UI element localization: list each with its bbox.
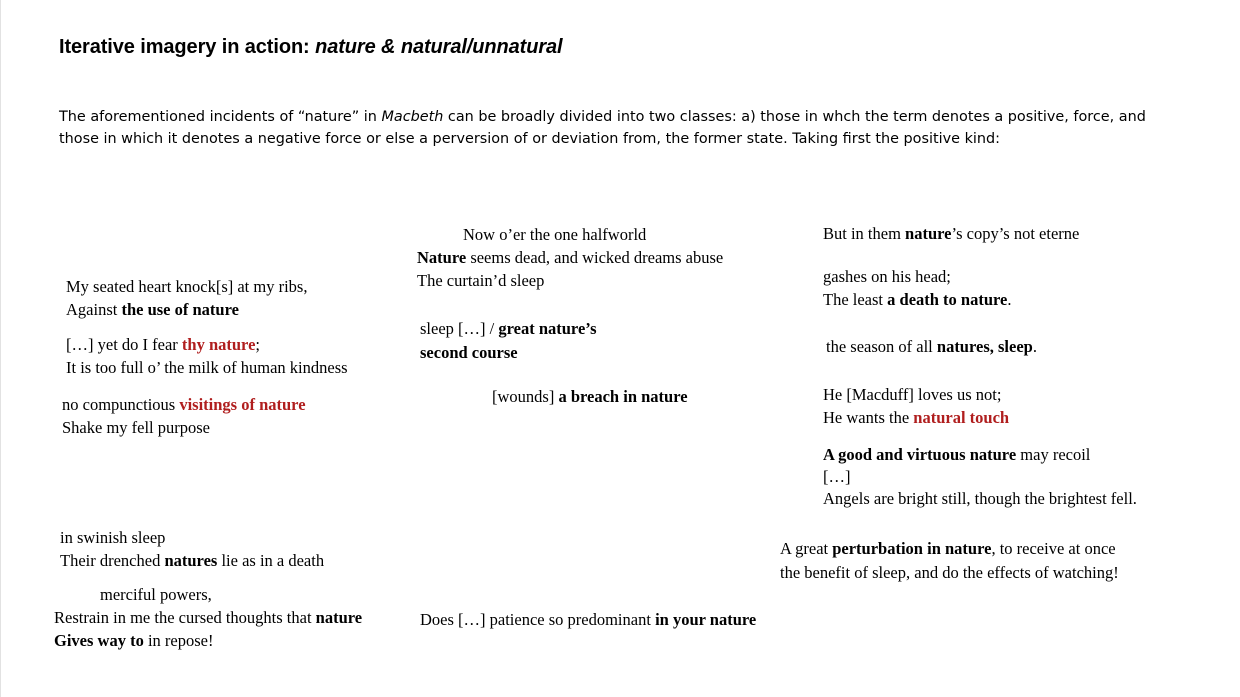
quote-gashes [823, 265, 1012, 311]
quote-emphasis: Gives way to [54, 631, 144, 650]
quote-line [780, 537, 1119, 561]
quote-season-of-natures [826, 335, 1037, 358]
quote-highlight: visitings of nature [179, 395, 306, 414]
quote-line: My seated heart knock[s] at my ribs, [66, 277, 308, 296]
quote-text: seems dead, and wicked dreams abuse [466, 248, 724, 267]
quote-line [66, 333, 348, 356]
quote-patience [420, 608, 756, 631]
quote-text: [wounds] [492, 387, 559, 406]
quote-line: merciful powers, [100, 585, 212, 604]
quote-highlight: natural touch [913, 408, 1010, 427]
quote-text: Against [66, 300, 122, 319]
quote-line [823, 222, 1079, 245]
quote-emphasis: natures [164, 551, 218, 570]
quote-line [54, 629, 362, 652]
quote-line: Angels are bright still, though the brightest fell. [823, 489, 1137, 508]
quote-line [66, 298, 307, 321]
quote-emphasis: A good and virtuous nature [823, 445, 1017, 464]
quote-line [826, 335, 1037, 358]
quote-text: in repose! [143, 631, 214, 650]
quote-text: , to receive at once [991, 539, 1116, 558]
quote-line [420, 317, 597, 341]
quote-emphasis: nature [315, 608, 363, 627]
quote-line [420, 608, 756, 631]
quote-text: may recoil [1016, 445, 1091, 464]
intro-part1: The aforementioned incidents of “nature” in [59, 109, 382, 125]
intro-play-title: Macbeth [381, 109, 444, 125]
quote-natural-touch [823, 383, 1009, 429]
quote-line [60, 549, 324, 572]
quote-text: . [1032, 337, 1037, 356]
intro-part2: can be broadly divided into two classes: a) those in whch the term denotes a positive, force, and those in which it denotes a negative force or else a perversion of or deviation from, the former state. Taking first the positive kind: [59, 109, 1146, 147]
quote-line [823, 288, 1012, 311]
quote-halfworld [417, 223, 723, 292]
title-italic: nature & natural/unnatural [315, 36, 563, 58]
quote-text: ’s copy’s not eterne [951, 224, 1080, 243]
quote-text: . [1007, 290, 1012, 309]
quote-line: the benefit of sleep, and do the effects of watching! [780, 563, 1119, 582]
quote-great-natures-second-course [420, 317, 597, 365]
quote-swinish-sleep [60, 526, 324, 572]
quote-text: […] yet do I fear [66, 335, 182, 354]
quote-text: lie as in a death [217, 551, 325, 570]
quote-natures-copy [823, 222, 1079, 245]
quote-text: ; [255, 335, 260, 354]
quote-line [54, 606, 362, 629]
quote-breach-in-nature [492, 385, 688, 408]
quote-emphasis: nature [905, 224, 952, 243]
quote-compunctious [62, 393, 306, 439]
quote-merciful-powers [54, 583, 362, 652]
quote-text: Does […] patience so predominant [420, 610, 656, 629]
quote-emphasis: Nature [417, 248, 467, 267]
quote-line: He [Macduff] loves us not; [823, 385, 1002, 404]
quote-perturbation [780, 537, 1119, 585]
quote-line: second course [420, 343, 518, 362]
slide-title [59, 36, 563, 59]
quote-line [823, 406, 1009, 429]
intro-paragraph [59, 106, 1189, 150]
quote-emphasis: natures, sleep [936, 337, 1033, 356]
quote-text: sleep […] / [420, 319, 499, 338]
quote-text: Restrain in me the cursed thoughts that [54, 608, 316, 627]
quote-line: The curtain’d sleep [417, 271, 545, 290]
quote-text: The least [823, 290, 888, 309]
quote-text: A great [780, 539, 833, 558]
quote-text: He wants the [823, 408, 914, 427]
quote-line [62, 393, 306, 416]
quote-text: But in them [823, 224, 906, 243]
quote-emphasis: in your nature [655, 610, 757, 629]
quote-text: the season of all [826, 337, 937, 356]
quote-emphasis: great nature’s [498, 319, 597, 338]
quote-highlight: thy nature [181, 335, 256, 354]
quote-line: […] [823, 467, 851, 486]
quote-line: in swinish sleep [60, 528, 166, 547]
quote-line [823, 444, 1137, 466]
quote-line: gashes on his head; [823, 267, 951, 286]
quote-line: Shake my fell purpose [62, 418, 211, 437]
title-lead: Iterative imagery in action: [59, 36, 316, 58]
quote-line: It is too full o’ the milk of human kindness [66, 358, 348, 377]
quote-text: no compunctious [62, 395, 180, 414]
quote-thy-nature [66, 333, 348, 379]
quote-virtuous-nature [823, 444, 1137, 510]
quote-seated-heart [66, 275, 307, 321]
quote-text: Their drenched [60, 551, 165, 570]
quote-line [492, 385, 688, 408]
quote-emphasis: perturbation in nature [832, 539, 992, 558]
quote-line [417, 246, 723, 269]
quote-emphasis: a breach in nature [558, 387, 688, 406]
quote-emphasis: a death to nature [887, 290, 1008, 309]
quote-emphasis: the use of nature [121, 300, 239, 319]
quote-line: Now o’er the one halfworld [463, 225, 647, 244]
